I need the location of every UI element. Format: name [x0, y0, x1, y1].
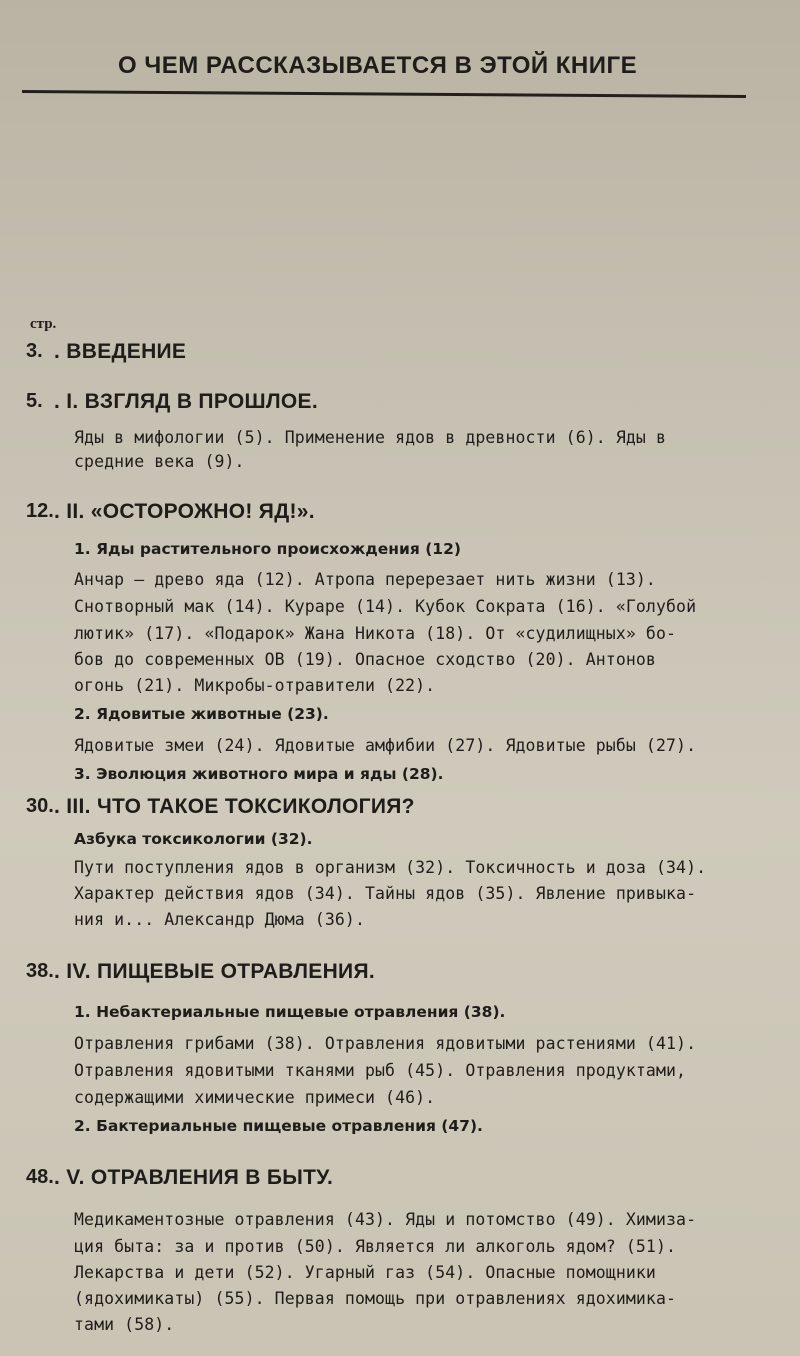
- chapter-title: . IV. ПИЩЕВЫЕ ОТРАВЛЕНИЯ.: [54, 960, 375, 983]
- chapter-page-number: 5.: [26, 390, 43, 412]
- entry-line: Анчар — древо яда (12). Атропа перерезает нить жизни (13).: [74, 570, 656, 589]
- entry-line: бов до современных ОВ (19). Опасное сходство (20). Антонов: [74, 650, 656, 669]
- chapter-page-number: 3.: [26, 340, 43, 362]
- entry-line: Снотворный мак (14). Кураре (14). Кубок Сократа (16). «Голубой: [74, 597, 697, 616]
- entry-line: Медикаментозные отравления (43). Яды и потомство (49). Химиза-: [74, 1210, 697, 1229]
- chapter-title: . III. ЧТО ТАКОЕ ТОКСИКОЛОГИЯ?: [54, 795, 415, 818]
- entry-line: ния и... Александр Дюма (36).: [74, 910, 365, 929]
- entry-line: лютик» (17). «Подарок» Жана Никота (18). От «судилищных» бо-: [74, 624, 677, 643]
- entry-line: Лекарства и дети (52). Угарный газ (54). Опасные помощники: [74, 1263, 656, 1282]
- chapter-title: . I. ВЗГЛЯД В ПРОШЛОЕ.: [54, 390, 318, 413]
- page-column-label: стр.: [30, 316, 57, 332]
- entry-line: тами (58).: [74, 1315, 175, 1334]
- chapter-page-number: 30.: [26, 795, 54, 817]
- section-title: Азбука токсикологии (32).: [74, 830, 313, 848]
- chapter-title: . V. ОТРАВЛЕНИЯ В БЫТУ.: [54, 1166, 334, 1189]
- chapter-page-number: 48.: [26, 1166, 54, 1188]
- entry-line: Пути поступления ядов в организм (32). Токсичность и доза (34).: [74, 858, 707, 877]
- entry-line: средние века (9).: [74, 452, 245, 471]
- entry-line: Отравления грибами (38). Отравления ядовитыми растениями (41).: [74, 1034, 697, 1053]
- header-rule: [22, 90, 746, 98]
- section-title: 1. Яды растительного происхождения (12): [74, 540, 461, 558]
- entry-line: Яды в мифологии (5). Применение ядов в древности (6). Яды в: [74, 428, 666, 447]
- chapter-title: . II. «ОСТОРОЖНО! ЯД!».: [54, 500, 315, 523]
- chapter-page-number: 38.: [26, 960, 54, 982]
- section-title: 2. Ядовитые животные (23).: [74, 705, 329, 723]
- section-title: 1. Небактериальные пищевые отравления (38).: [74, 1003, 506, 1021]
- entry-line: огонь (21). Микробы-отравители (22).: [74, 676, 436, 695]
- entry-line: ция быта: за и против (50). Является ли алкоголь ядом? (51).: [74, 1237, 677, 1256]
- chapter-page-number: 12.: [26, 500, 54, 522]
- chapter-title: . ВВЕДЕНИЕ: [54, 340, 187, 363]
- entry-line: содержащими химические примеси (46).: [74, 1088, 436, 1107]
- entry-line: Характер действия ядов (34). Тайны ядов (35). Явление привыка-: [74, 884, 697, 903]
- entry-line: Ядовитые змеи (24). Ядовитые амфибии (27). Ядовитые рыбы (27).: [74, 736, 697, 755]
- page-title: О ЧЕМ РАССКАЗЫВАЕТСЯ В ЭТОЙ КНИГЕ: [118, 52, 638, 79]
- section-title: 2. Бактериальные пищевые отравления (47).: [74, 1117, 483, 1135]
- entry-line: Отравления ядовитыми тканями рыб (45). Отравления продуктами,: [74, 1061, 687, 1080]
- section-title: 3. Эволюция животного мира и яды (28).: [74, 765, 444, 783]
- entry-line: (ядохимикаты) (55). Первая помощь при отравлениях ядохимика-: [74, 1289, 677, 1308]
